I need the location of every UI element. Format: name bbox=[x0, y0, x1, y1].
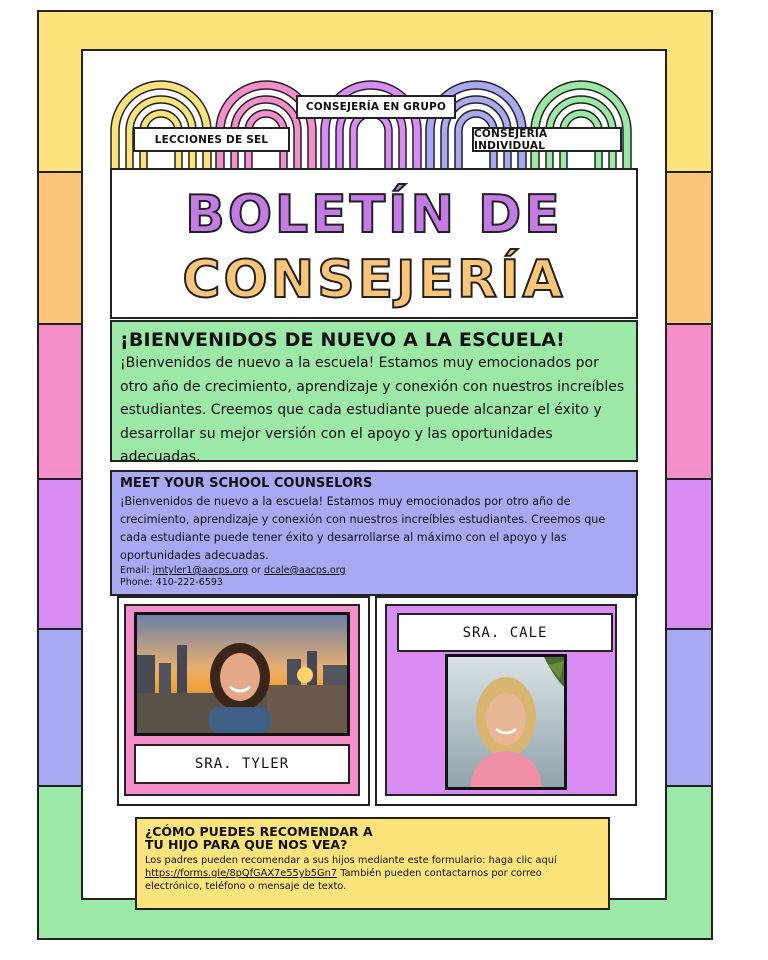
cale-card bbox=[385, 604, 617, 796]
cale-photo bbox=[445, 654, 567, 790]
email-prefix: Email: bbox=[120, 565, 153, 576]
newsletter-title bbox=[112, 170, 636, 317]
arch-green bbox=[531, 81, 631, 168]
referral-body bbox=[145, 854, 600, 893]
welcome-body: ¡Bienvenidos de nuevo a la escuela! Estamos muy emocionados por otro año de crecimiento, aprendizaje y conexión con nuestros increíbles estudiantes. Creemos que cada estudiante puede alcanzar el éxito y desarrollar su mejor versión con el apoyo y las oportunidades adecuadas. bbox=[120, 355, 625, 465]
cale-name: SRA. CALE bbox=[397, 613, 613, 652]
welcome-heading: ¡BIENVENIDOS DE NUEVO A LA ESCUELA! bbox=[120, 329, 566, 351]
group-counseling-label: CONSEJERÍA EN GRUPO bbox=[296, 95, 456, 119]
rainbow-arches-decoration bbox=[109, 76, 639, 168]
tyler-photo bbox=[134, 612, 350, 736]
referral-body-start: Los padres pueden recomendar a sus hijos mediante este formulario: haga clic aquí bbox=[145, 855, 557, 866]
individual-counseling-label: CONSEJERÍA INDIVIDUAL bbox=[472, 127, 622, 152]
referral-heading-line-2: TU HIJO PARA QUE NOS VEA? bbox=[145, 837, 348, 852]
referral-form-link[interactable]: https://forms.gle/8pQfGAX7e55yb5Gn7 bbox=[145, 868, 338, 879]
title-line-2: CONSEJERÍA bbox=[182, 250, 566, 310]
meet-body: ¡Bienvenidos de nuevo a la escuela! Estamos muy emocionados por otro año de crecimiento, aprendizaje y conexión con nuestros increíbles estudiantes. Creemos que cada estudiante puede tener éxito y desarrollarse al máximo con el apoyo y las oportunidades adecuadas. bbox=[120, 495, 606, 562]
sel-lessons-label: LECCIONES DE SEL bbox=[133, 127, 290, 152]
welcome-section bbox=[110, 320, 638, 465]
title-line-1: BOLETÍN DE bbox=[185, 185, 563, 245]
tyler-card bbox=[124, 604, 360, 796]
meet-counselors-section bbox=[110, 470, 638, 596]
email-link-cale[interactable]: dcale@aacps.org bbox=[263, 565, 346, 576]
referral-body-end: También pueden contactarnos por correo electrónico, teléfono o mensaje de texto. bbox=[145, 868, 542, 892]
arch-yellow bbox=[111, 81, 211, 168]
meet-heading: MEET YOUR SCHOOL COUNSELORS bbox=[120, 476, 373, 491]
email-link-tyler[interactable]: jmtyler1@aacps.org bbox=[152, 565, 249, 576]
contact-phone: Phone: 410-222-6593 bbox=[120, 577, 223, 588]
contact-email-line bbox=[120, 565, 628, 577]
tyler-name: SRA. TYLER bbox=[134, 744, 350, 784]
email-join: or bbox=[248, 565, 264, 576]
title-box bbox=[110, 168, 638, 319]
referral-heading-line-1: ¿CÓMO PUEDES RECOMENDAR A bbox=[145, 824, 373, 839]
referral-section bbox=[135, 817, 610, 910]
